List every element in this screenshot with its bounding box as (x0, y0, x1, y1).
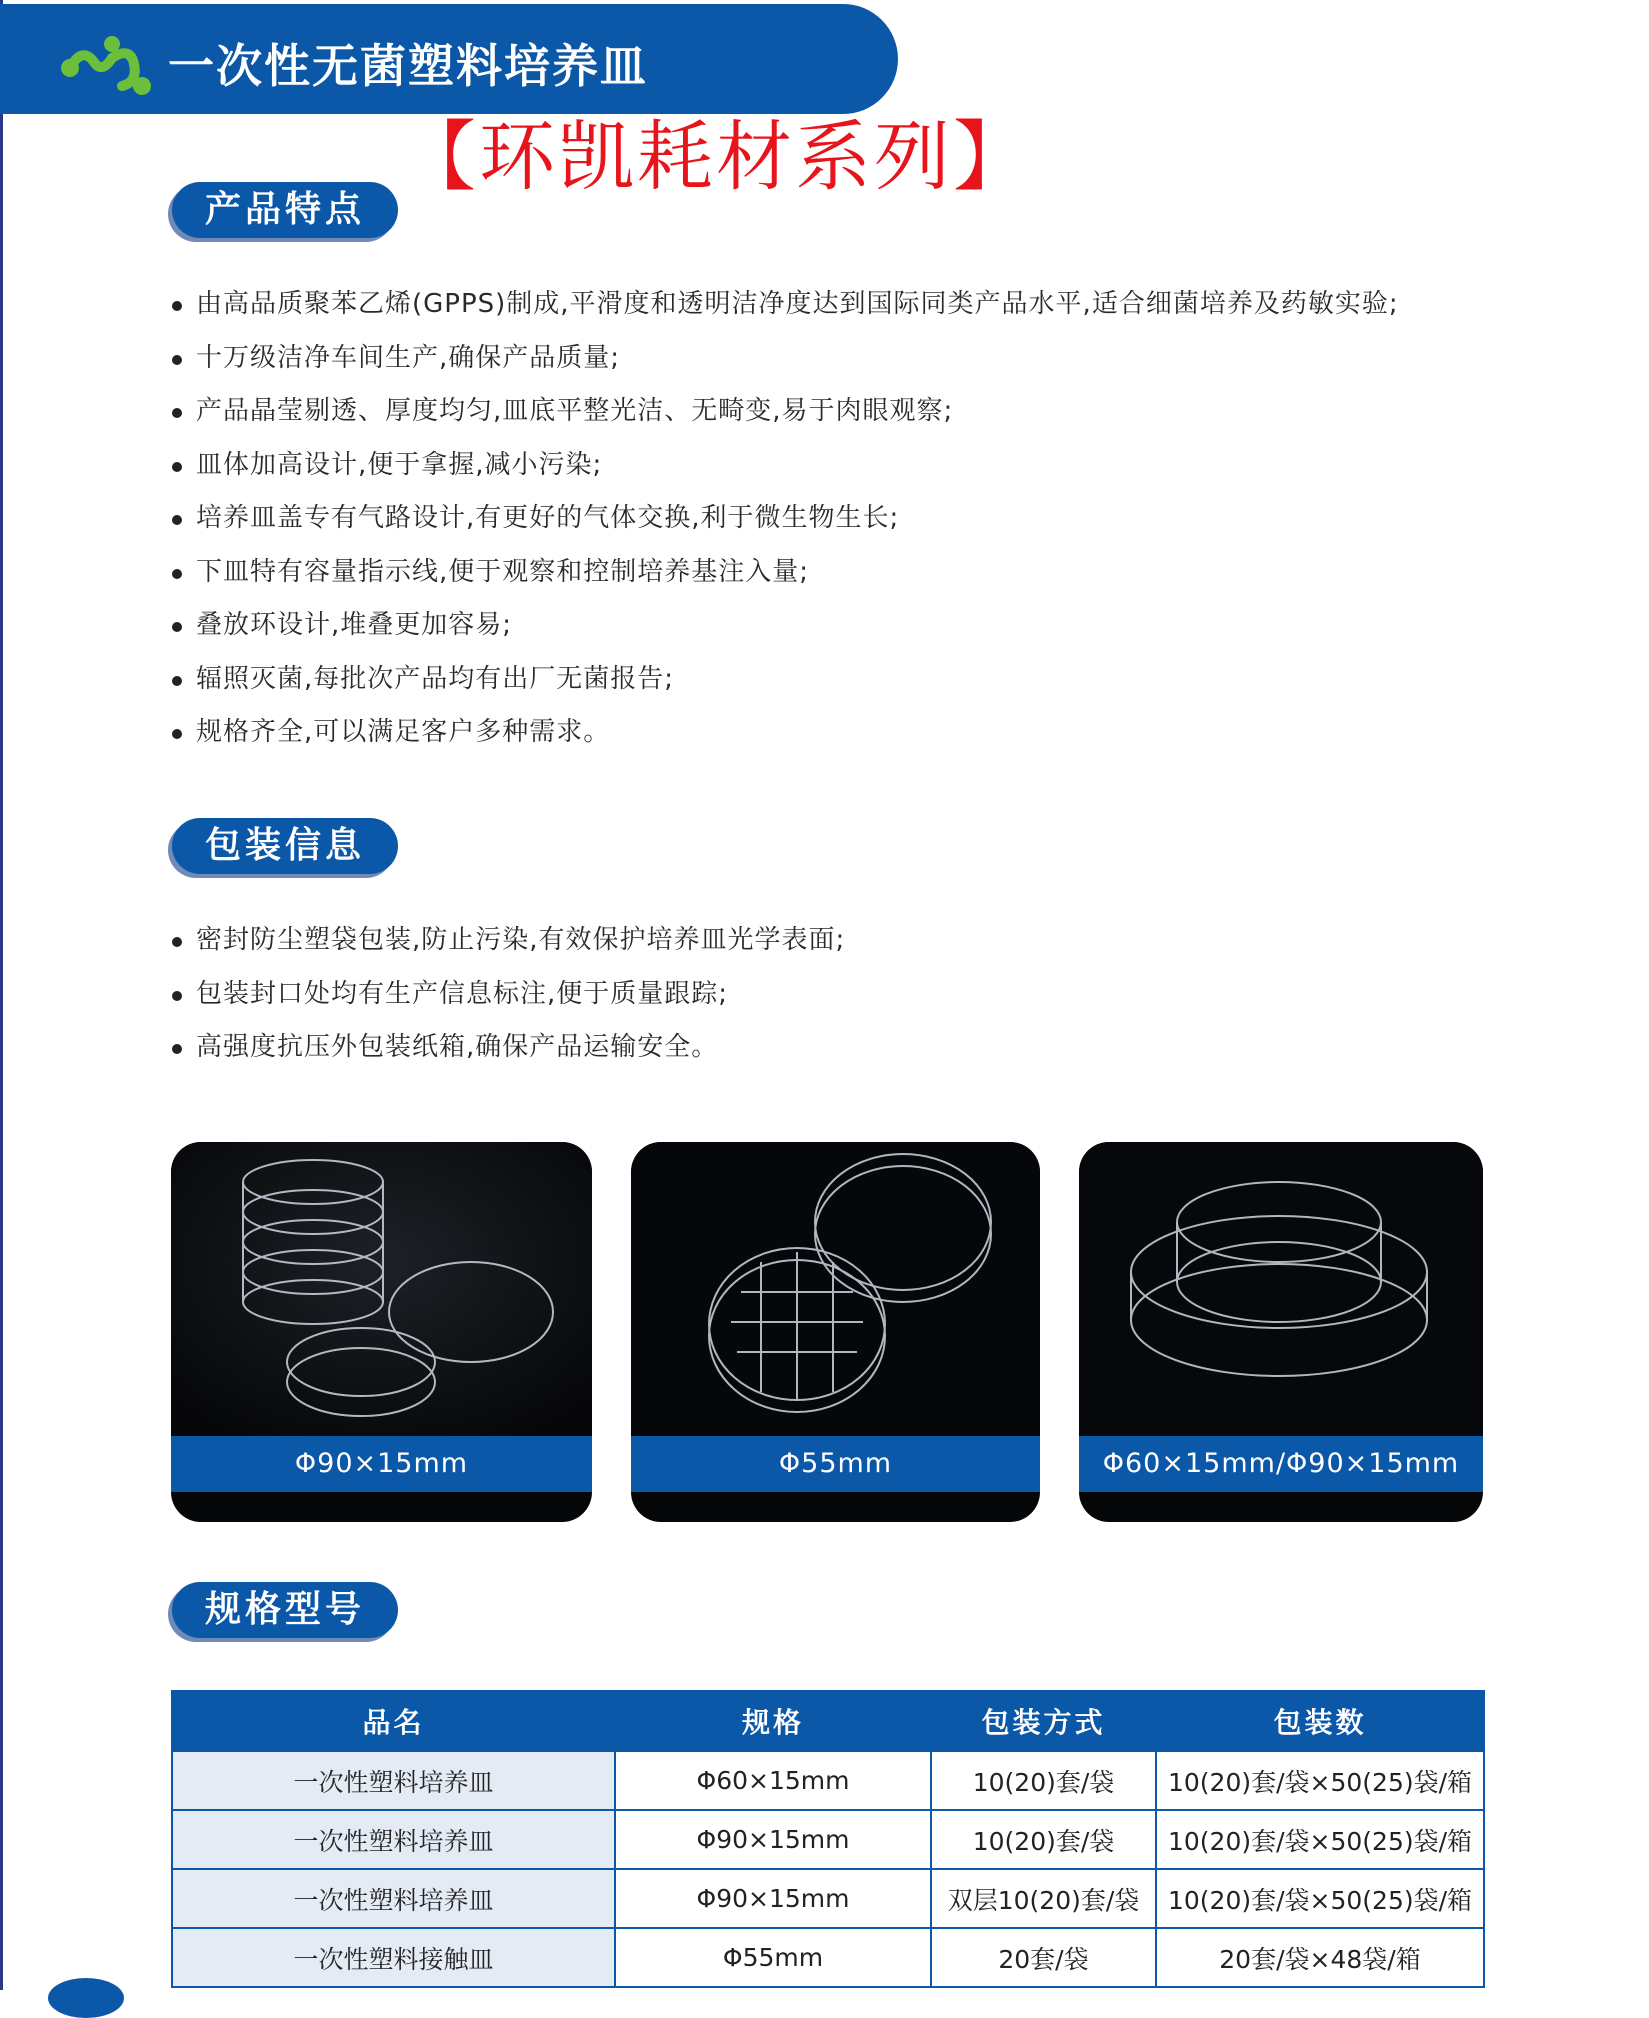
table-cell: Φ90×15mm (615, 1869, 931, 1928)
corner-decoration (48, 1978, 124, 2018)
table-cell: 20套/袋 (931, 1928, 1156, 1987)
two-dishes-image (1079, 1142, 1483, 1440)
features-list (170, 278, 1399, 760)
list-item: 下皿特有容量指示线,便于观察和控制培养基注入量; (170, 546, 1399, 600)
table-header-row (172, 1691, 1484, 1751)
list-item: 培养皿盖专有气路设计,有更好的气体交换,利于微生物生长; (170, 492, 1399, 546)
table-cell: 双层10(20)套/袋 (931, 1869, 1156, 1928)
specs-heading: 规格型号 (172, 1582, 398, 1638)
features-heading: 产品特点 (172, 182, 398, 238)
table-cell: 10(20)套/袋 (931, 1810, 1156, 1869)
list-item: 叠放环设计,堆叠更加容易; (170, 599, 1399, 653)
table-cell: 一次性塑料培养皿 (172, 1810, 615, 1869)
column-header: 包装方式 (931, 1691, 1156, 1751)
column-header: 规格 (615, 1691, 931, 1751)
photo-card-60-90 (1079, 1142, 1483, 1522)
table-cell: Φ90×15mm (615, 1810, 931, 1869)
list-item: 由高品质聚苯乙烯(GPPS)制成,平滑度和透明洁净度达到国际同类产品水平,适合细菌培养及药敏实验; (170, 278, 1399, 332)
table-cell: 一次性塑料培养皿 (172, 1751, 615, 1810)
list-item: 十万级洁净车间生产,确保产品质量; (170, 332, 1399, 386)
list-item: 包装封口处均有生产信息标注,便于质量跟踪; (170, 968, 845, 1022)
table-cell: 10(20)套/袋 (931, 1751, 1156, 1810)
table-row (172, 1928, 1484, 1987)
column-header: 包装数 (1156, 1691, 1484, 1751)
petri-dish-stack-image (171, 1142, 592, 1440)
header-banner (0, 4, 898, 114)
list-item: 规格齐全,可以满足客户多种需求。 (170, 706, 1399, 760)
table-cell: 一次性塑料培养皿 (172, 1869, 615, 1928)
table-row (172, 1869, 1484, 1928)
column-header: 品名 (172, 1691, 615, 1751)
packaging-list (170, 914, 845, 1075)
photo-caption: Φ90×15mm (171, 1436, 592, 1492)
list-item: 辐照灭菌,每批次产品均有出厂无菌报告; (170, 653, 1399, 707)
table-cell: Φ55mm (615, 1928, 931, 1987)
page-title: 一次性无菌塑料培养皿 (168, 39, 648, 93)
photo-caption: Φ55mm (631, 1436, 1040, 1492)
spec-table (171, 1690, 1485, 1988)
list-item: 密封防尘塑袋包装,防止污染,有效保护培养皿光学表面; (170, 914, 845, 968)
list-item: 皿体加高设计,便于拿握,减小污染; (170, 439, 1399, 493)
table-row (172, 1810, 1484, 1869)
list-item: 高强度抗压外包装纸箱,确保产品运输安全。 (170, 1021, 845, 1075)
series-label: 【环凯耗材系列】 (400, 112, 1032, 201)
table-cell: 10(20)套/袋×50(25)袋/箱 (1156, 1810, 1484, 1869)
table-cell: 20套/袋×48袋/箱 (1156, 1928, 1484, 1987)
list-item: 产品晶莹剔透、厚度均匀,皿底平整光洁、无畸变,易于肉眼观察; (170, 385, 1399, 439)
photo-caption: Φ60×15mm/Φ90×15mm (1079, 1436, 1483, 1492)
company-logo-icon (60, 28, 156, 98)
photo-card-55 (631, 1142, 1040, 1522)
table-cell: 10(20)套/袋×50(25)袋/箱 (1156, 1751, 1484, 1810)
table-cell: 一次性塑料接触皿 (172, 1928, 615, 1987)
photo-card-90x15 (171, 1142, 592, 1522)
contact-dish-image (631, 1142, 1040, 1440)
left-edge-line (0, 0, 3, 1990)
table-cell: Φ60×15mm (615, 1751, 931, 1810)
table-row (172, 1751, 1484, 1810)
table-cell: 10(20)套/袋×50(25)袋/箱 (1156, 1869, 1484, 1928)
packaging-heading: 包装信息 (172, 818, 398, 874)
